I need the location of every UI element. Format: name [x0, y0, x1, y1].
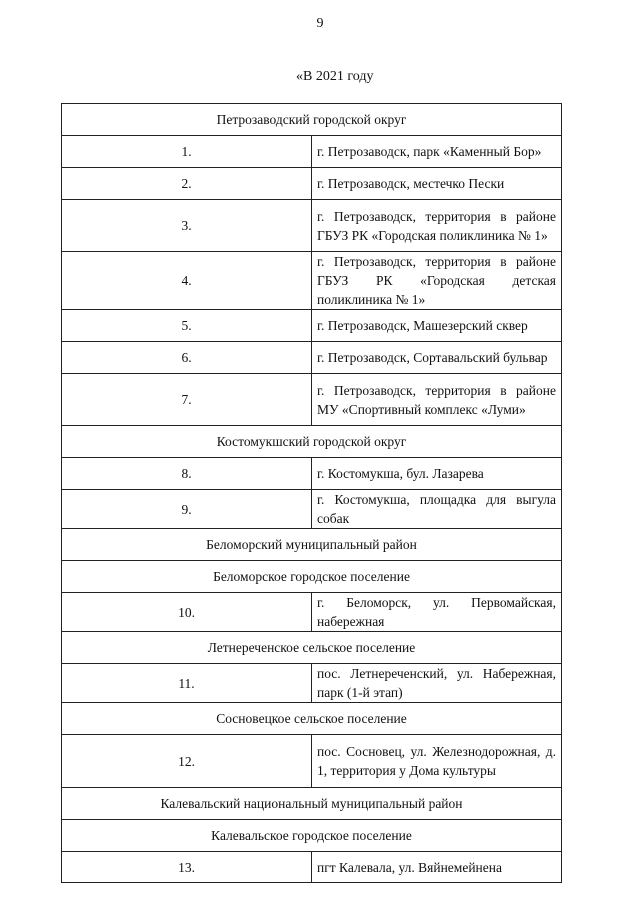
row-number: 1. [62, 136, 312, 168]
row-number: 9. [62, 490, 312, 529]
table-row [62, 168, 562, 200]
locations-table [61, 103, 562, 883]
table-row [62, 136, 562, 168]
table-row [62, 374, 562, 426]
table-row-section [62, 632, 562, 664]
row-text: г. Петрозаводск, парк «Каменный Бор» [312, 136, 562, 168]
row-text: г. Костомукша, бул. Лазарева [312, 458, 562, 490]
table-row [62, 735, 562, 788]
row-text: г. Костомукша, площадка для выгула собак [312, 490, 562, 529]
row-text: пос. Сосновец, ул. Железнодорожная, д. 1, территория у Дома культуры [312, 735, 562, 788]
table-row [62, 252, 562, 310]
section-title: Петрозаводский городской округ [62, 104, 562, 136]
section-title: Костомукшский городской округ [62, 426, 562, 458]
row-number: 11. [62, 664, 312, 703]
row-number: 10. [62, 593, 312, 632]
table-row-section [62, 820, 562, 852]
section-title: Калевальский национальный муниципальный район [62, 788, 562, 820]
section-title: Летнереченское сельское поселение [62, 632, 562, 664]
row-text: г. Петрозаводск, Сортавальский бульвар [312, 342, 562, 374]
row-number: 13. [62, 852, 312, 883]
row-text: г. Петрозаводск, Машезерский сквер [312, 310, 562, 342]
document-heading: «В 2021 году [296, 69, 374, 84]
table-row-section [62, 104, 562, 136]
table-row-section [62, 703, 562, 735]
row-number: 3. [62, 200, 312, 252]
row-number: 8. [62, 458, 312, 490]
row-text: пгт Калевала, ул. Вяйнемейнена [312, 852, 562, 883]
row-number: 5. [62, 310, 312, 342]
section-title: Беломорское городское поселение [62, 561, 562, 593]
row-number: 2. [62, 168, 312, 200]
table-row-section [62, 426, 562, 458]
row-number: 4. [62, 252, 312, 310]
table-row [62, 490, 562, 529]
row-text: г. Петрозаводск, территория в районе ГБУЗ РК «Городская поликлиника № 1» [312, 200, 562, 252]
section-title: Сосновецкое сельское поселение [62, 703, 562, 735]
table-row [62, 664, 562, 703]
table-row [62, 458, 562, 490]
section-title: Беломорский муниципальный район [62, 529, 562, 561]
row-text: г. Петрозаводск, местечко Пески [312, 168, 562, 200]
row-number: 6. [62, 342, 312, 374]
table-row [62, 310, 562, 342]
table-row-section [62, 561, 562, 593]
table-row-section [62, 788, 562, 820]
table-row [62, 593, 562, 632]
row-number: 12. [62, 735, 312, 788]
table-row [62, 342, 562, 374]
row-number: 7. [62, 374, 312, 426]
row-text: г. Беломорск, ул. Первомайская, набережная [312, 593, 562, 632]
row-text: г. Петрозаводск, территория в районе ГБУЗ РК «Городская детская поликлиника № 1» [312, 252, 562, 310]
table-row [62, 200, 562, 252]
row-text: пос. Летнереченский, ул. Набережная, парк (1-й этап) [312, 664, 562, 703]
table-row-section [62, 529, 562, 561]
section-title: Калевальское городское поселение [62, 820, 562, 852]
row-text: г. Петрозаводск, территория в районе МУ «Спортивный комплекс «Луми» [312, 374, 562, 426]
table-row [62, 852, 562, 883]
page-number: 9 [316, 16, 324, 31]
